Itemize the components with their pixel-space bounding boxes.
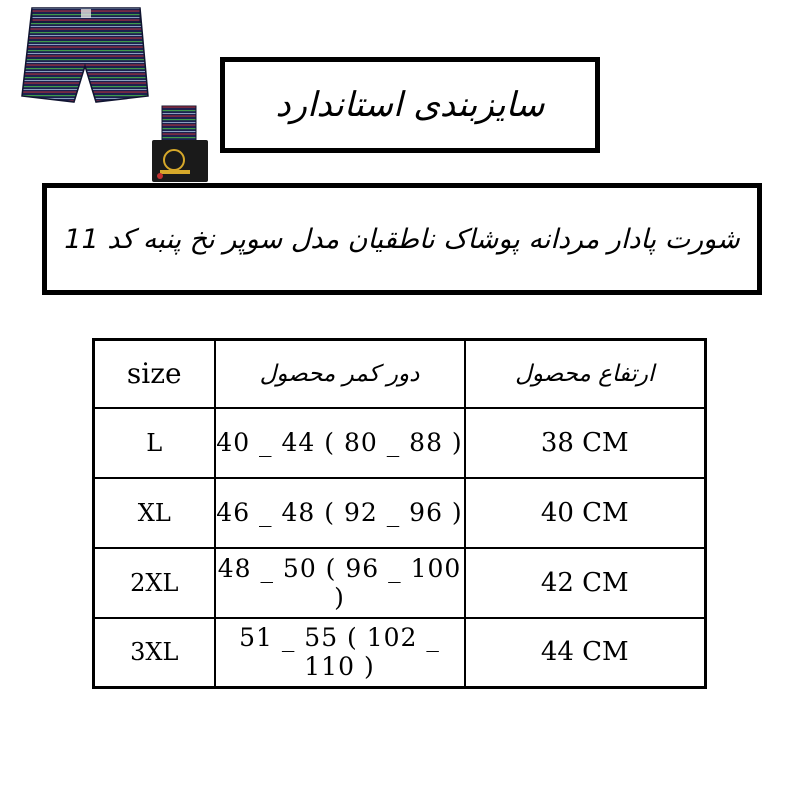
table-row	[94, 618, 706, 688]
waist-cell: 46 _ 48 ( 92 _ 96 )	[215, 478, 465, 548]
height-cell: 38 CM	[465, 408, 706, 478]
size-cell: 3XL	[94, 618, 215, 688]
size-cell: L	[94, 408, 215, 478]
header-waist: دور کمر محصول	[215, 340, 465, 408]
height-cell: 40 CM	[465, 478, 706, 548]
page-title: سایزبندی استاندارد	[275, 85, 545, 125]
product-name: شورت پادار مردانه پوشاک ناطقیان مدل سوپر نخ پنبه کد 11	[64, 223, 740, 255]
size-cell: XL	[94, 478, 215, 548]
package-box-image	[150, 100, 210, 184]
size-cell: 2XL	[94, 548, 215, 618]
waist-cell: 51 _ 55 ( 102 _ 110 )	[215, 618, 465, 688]
waist-cell: 48 _ 50 ( 96 _ 100 )	[215, 548, 465, 618]
header-height: ارتفاع محصول	[465, 340, 706, 408]
table-row	[94, 408, 706, 478]
header-size: size	[94, 340, 215, 408]
table-row	[94, 478, 706, 548]
product-name-box	[42, 183, 762, 295]
table-row	[94, 548, 706, 618]
height-cell: 42 CM	[465, 548, 706, 618]
table-header-row	[94, 340, 706, 408]
shorts-product-image	[18, 4, 152, 108]
title-box	[220, 57, 600, 153]
height-cell: 44 CM	[465, 618, 706, 688]
size-chart-table	[92, 338, 707, 689]
waist-cell: 40 _ 44 ( 80 _ 88 )	[215, 408, 465, 478]
